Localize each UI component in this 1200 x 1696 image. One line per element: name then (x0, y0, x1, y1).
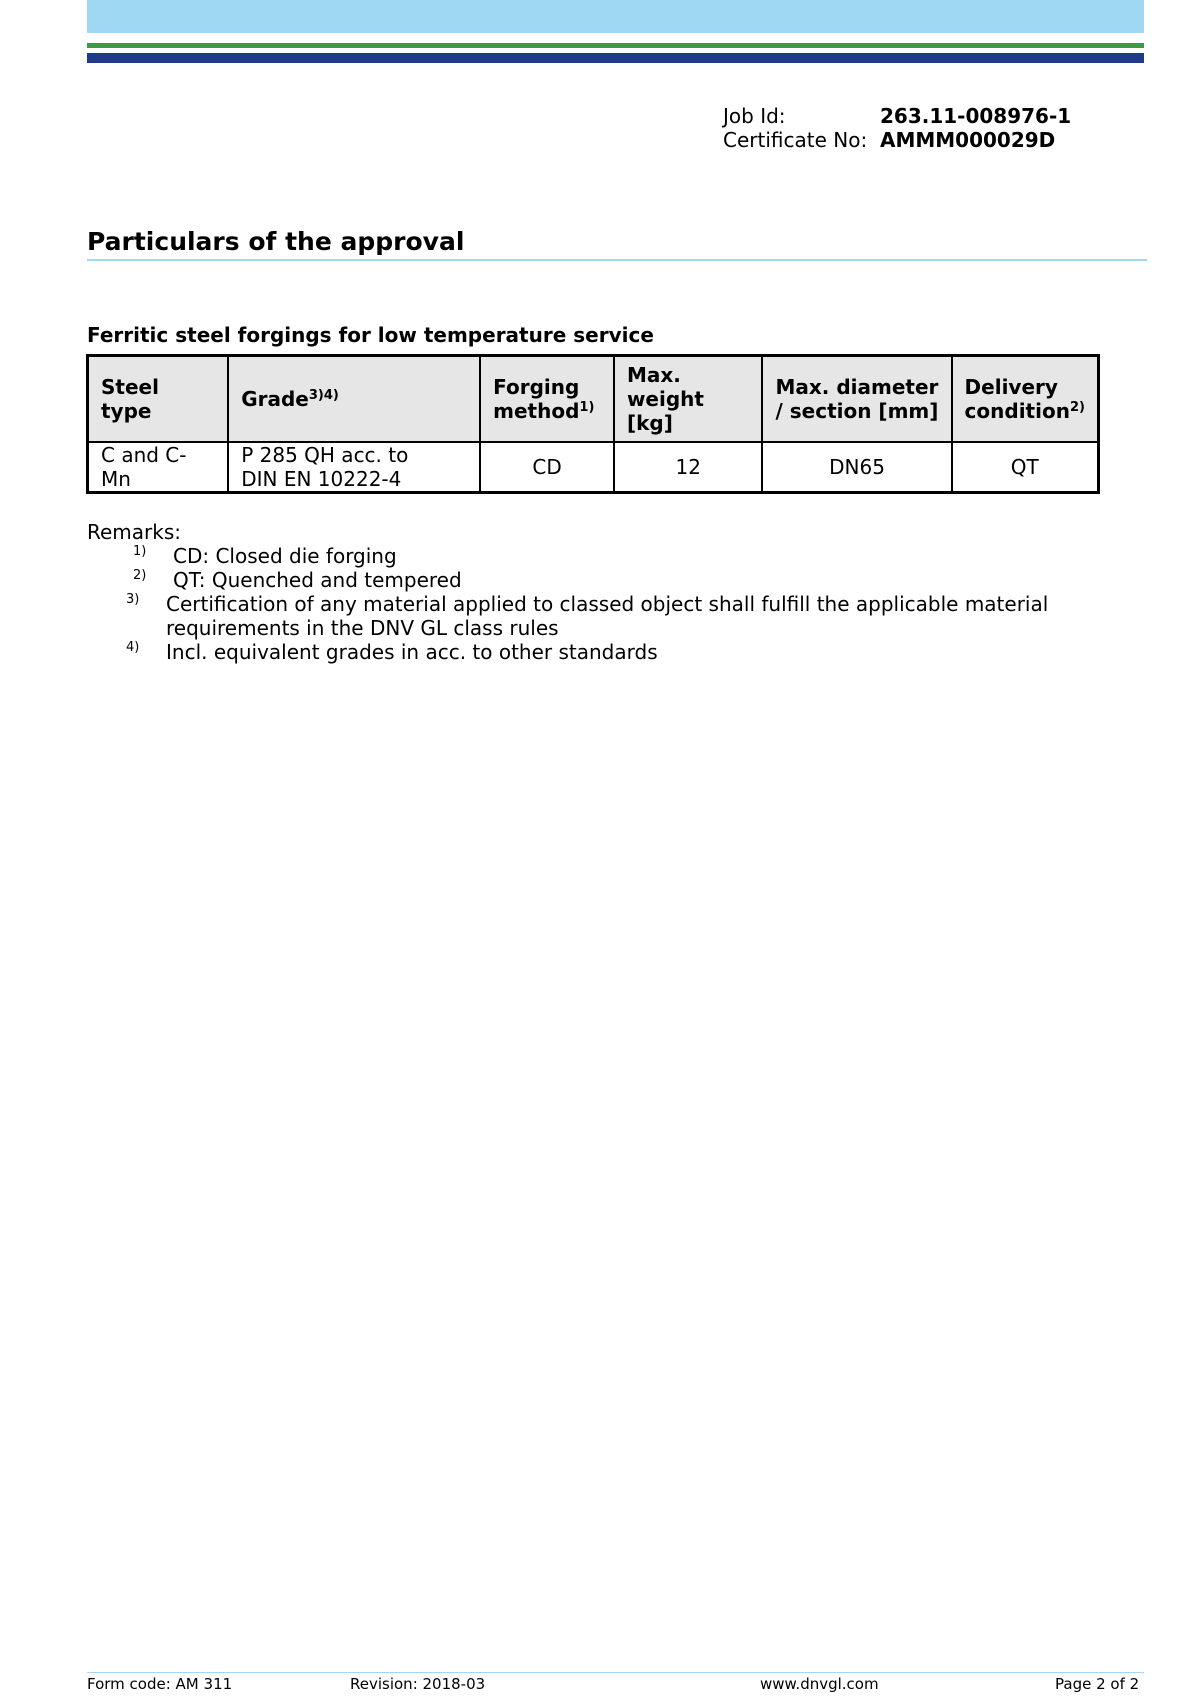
remark-text-continued: requirements in the DNV GL class rules (166, 616, 559, 640)
cell-steel-type: C and C-Mn (88, 442, 229, 493)
header-color-bands (87, 0, 1144, 63)
footer-page-number: Page 2 of 2 (1055, 1675, 1140, 1693)
grade-line-2: DIN EN 10222-4 (241, 467, 402, 491)
cell-grade (228, 442, 480, 493)
forging-footnote-marker: 1) (579, 400, 595, 415)
header-max-weight: Max. weight [kg] (614, 356, 763, 443)
remark-text: Certification of any material applied to classed object shall fulfill the applicable material (166, 592, 1049, 616)
remark-text: CD: Closed die forging (173, 544, 397, 568)
remark-marker: 1) (133, 544, 147, 559)
approval-table (86, 354, 1100, 494)
certificate-info (723, 104, 1071, 152)
remark-item (87, 592, 1048, 640)
remarks-section (87, 520, 1048, 664)
certificate-value: AMMM000029D (880, 128, 1056, 152)
header-steel-type: Steel type (88, 356, 229, 443)
section-divider (87, 259, 1147, 261)
job-id-row (723, 104, 1071, 128)
header-forging-method: Forging method$^{1)}$ (480, 356, 614, 443)
cell-delivery-condition: QT (952, 442, 1099, 493)
grade-line-1: P 285 QH acc. to (241, 443, 409, 467)
footer-revision: Revision: 2018-03 (350, 1675, 486, 1693)
remark-text: QT: Quenched and tempered (173, 568, 462, 592)
header-delivery-condition: Delivery condition$^{2)}$ (952, 356, 1099, 443)
header-grade: Grade$^{3)4)}$ (228, 356, 480, 443)
light-blue-band (87, 0, 1144, 33)
remark-item (87, 544, 1048, 568)
cell-max-diameter: DN65 (762, 442, 951, 493)
section-title: Particulars of the approval (87, 227, 465, 256)
remark-item (87, 640, 1048, 664)
cell-max-weight: 12 (614, 442, 763, 493)
table-header-row (88, 356, 1099, 443)
remark-marker: 3) (126, 592, 140, 607)
grade-footnote-marker: 3)4) (308, 388, 339, 403)
navy-band (87, 53, 1144, 63)
remark-marker: 4) (126, 640, 140, 655)
certificate-label: Certificate No: (723, 128, 868, 152)
remark-item (87, 568, 1048, 592)
remark-text: Incl. equivalent grades in acc. to other standards (166, 640, 658, 664)
cell-forging-method: CD (480, 442, 614, 493)
table-caption: Ferritic steel forgings for low temperature service (87, 323, 654, 347)
job-id-value: 263.11-008976-1 (880, 104, 1072, 128)
certificate-row (723, 128, 1071, 152)
footer-website: www.dnvgl.com (760, 1675, 879, 1693)
delivery-footnote-marker: 2) (1069, 400, 1085, 415)
footer-form-code: Form code: AM 311 (87, 1675, 233, 1693)
job-id-label: Job Id: (723, 104, 786, 128)
header-max-diameter: Max. diameter / section [mm] (762, 356, 951, 443)
footer-divider (87, 1672, 1144, 1673)
table-row (88, 442, 1099, 493)
remarks-title: Remarks: (87, 520, 182, 544)
remark-marker: 2) (133, 568, 147, 583)
